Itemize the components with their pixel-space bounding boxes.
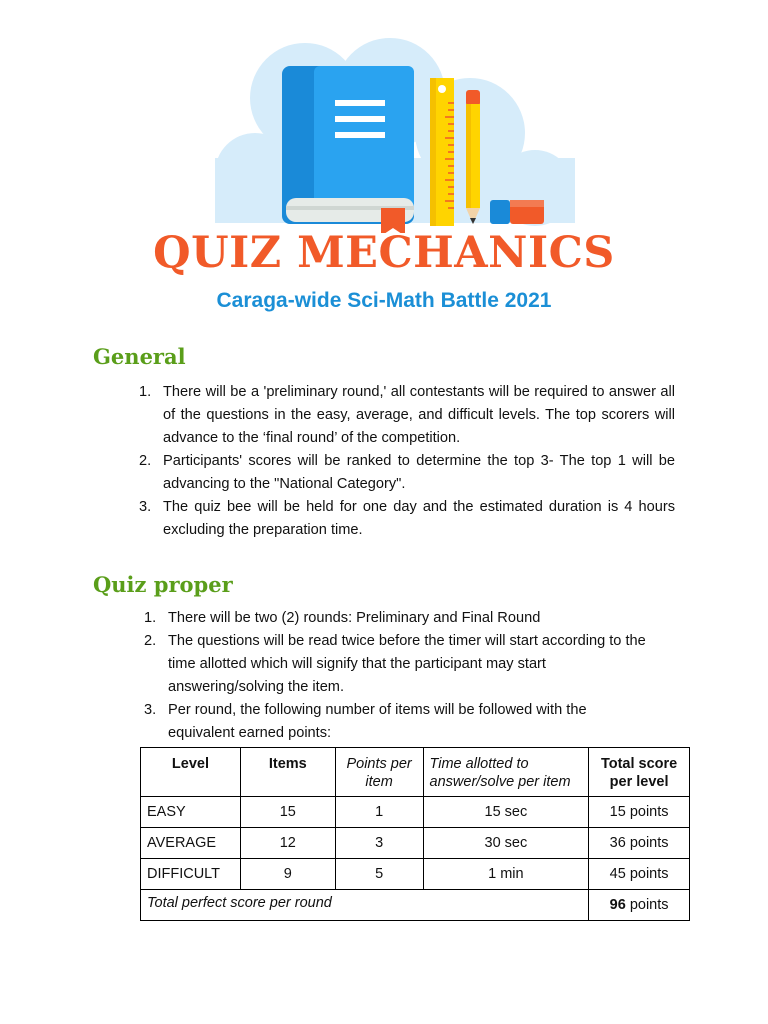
header-items: Items	[240, 748, 335, 797]
scoring-table	[140, 747, 690, 921]
cell-time: 15 sec	[423, 797, 589, 828]
cell-points: 1	[335, 797, 423, 828]
ruler-icon	[430, 78, 454, 226]
list-item: 3. The quiz bee will be held for one day and the estimated duration is 4 hours excluding the preparation time.	[139, 499, 675, 538]
eraser-icon	[490, 200, 544, 224]
cell-time: 1 min	[423, 859, 589, 890]
list-item: 2. The questions will be read twice before the timer will start according to the time allotted which will signify that the participant may start answering/solving the item.	[144, 633, 646, 695]
book-icon	[282, 66, 414, 233]
header-total-score: Total score per level	[589, 748, 690, 797]
pencil-icon	[466, 90, 480, 224]
quiz-illustration	[200, 38, 580, 233]
total-perfect-score-value: 96 points	[589, 890, 690, 921]
cell-total: 36 points	[589, 828, 690, 859]
general-heading: General	[93, 344, 186, 369]
page-title: QUIZ MECHANICS	[153, 228, 615, 278]
table-row	[141, 859, 690, 890]
list-item: 2. Participants' scores will be ranked to determine the top 3- The top 1 will be advancing to the "National Category".	[139, 453, 675, 492]
quiz-proper-heading: Quiz proper	[93, 572, 233, 597]
quiz-proper-list	[144, 607, 648, 745]
table-row	[141, 797, 690, 828]
table-row	[141, 828, 690, 859]
cell-items: 9	[240, 859, 335, 890]
cell-time: 30 sec	[423, 828, 589, 859]
list-item: 1. There will be a 'preliminary round,' all contestants will be required to answer all of the questions in the easy, average, and difficult levels. The top scorers will advance to the ‘final round’ of the competition.	[139, 384, 675, 446]
page-subtitle: Caraga-wide Sci-Math Battle 2021	[216, 289, 552, 312]
cell-items: 15	[240, 797, 335, 828]
cell-total: 45 points	[589, 859, 690, 890]
cell-total: 15 points	[589, 797, 690, 828]
cell-level: DIFFICULT	[141, 859, 241, 890]
cell-points: 5	[335, 859, 423, 890]
table-header-row	[141, 748, 690, 797]
header-points-per-item: Points per item	[335, 748, 423, 797]
cell-points: 3	[335, 828, 423, 859]
cell-level: AVERAGE	[141, 828, 241, 859]
list-item: 1. There will be two (2) rounds: Preliminary and Final Round	[144, 610, 541, 626]
header-time-allotted: Time allotted to answer/solve per item	[423, 748, 589, 797]
header-level: Level	[141, 748, 241, 797]
cell-items: 12	[240, 828, 335, 859]
general-list	[139, 381, 675, 542]
list-item: 3. Per round, the following number of items will be followed with the equivalent earned points:	[144, 702, 587, 741]
cell-level: EASY	[141, 797, 241, 828]
table-footer-row	[141, 890, 690, 921]
total-perfect-score-label: Total perfect score per round	[141, 890, 589, 921]
